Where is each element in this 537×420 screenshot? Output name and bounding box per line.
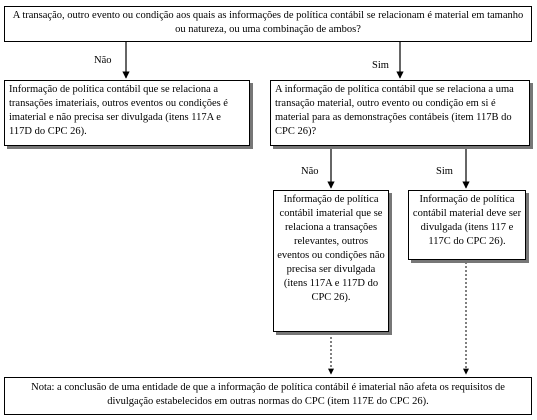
question-1-box xyxy=(4,6,532,42)
note-box xyxy=(4,377,532,415)
branch-yes-2-label: Sim xyxy=(436,166,453,177)
question-1-text: A transação, outro evento ou condição aos quais as informações de política contábil se relacionam é material em tamanho ou natureza, ou uma combinação de ambos? xyxy=(12,10,524,35)
question-2-text: A informação de política contábil que se relaciona a uma transação material, outro evento ou condição em si é material para as demonstrações contábeis (item 117B do CPC 26)? xyxy=(275,84,514,137)
left-outcome-box xyxy=(4,80,250,146)
branch-yes-1-label: Sim xyxy=(372,60,389,71)
yes-outcome-2-text: Informação de política contábil material deve ser divulgada (itens 117 e 117C do CPC 26). xyxy=(412,194,522,247)
branch-no-2-label: Não xyxy=(301,166,319,177)
branch-no-1-label: Não xyxy=(94,55,112,66)
note-text: Nota: a conclusão de uma entidade de que a informação de política contábil é imaterial não afeta os requisitos de divulgação estabelecidos em outras normas do CPC (item 117E do CPC 26). xyxy=(31,382,505,407)
no-outcome-2-box xyxy=(273,190,389,332)
question-2-box xyxy=(270,80,530,146)
left-outcome-text: Informação de política contábil que se relaciona a transações imateriais, outros eventos ou condições é imaterial e não precisa ser divulgada (itens 117A e 117D do CPC 26). xyxy=(9,84,228,137)
yes-outcome-2-box xyxy=(408,190,526,260)
no-outcome-2-text: Informação de política contábil imaterial que se relaciona a transações relevantes, outros eventos ou condições não precisa ser divulgada (itens 117A e 117D do CPC 26). xyxy=(277,194,385,303)
